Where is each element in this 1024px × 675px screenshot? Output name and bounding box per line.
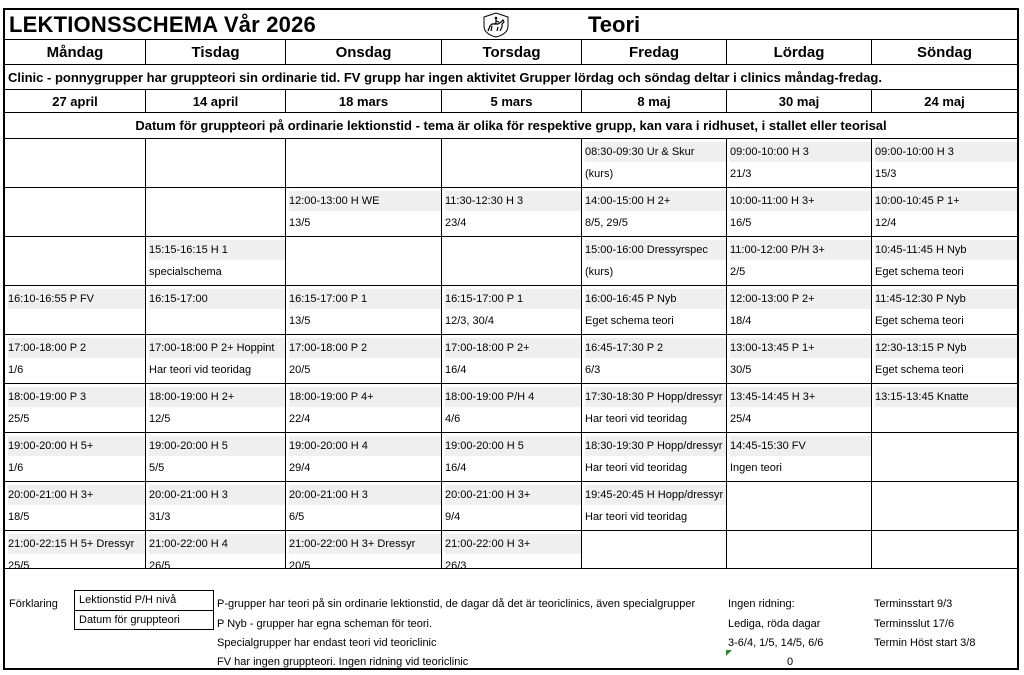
day-header-onsdag: Onsdag [285, 40, 441, 64]
lesson-slot [285, 433, 441, 482]
legend-section [3, 569, 1019, 670]
lesson-slot [5, 286, 145, 335]
lesson-slot [441, 482, 581, 531]
lesson-time-group: 18:00-19:00 P 4+ [289, 387, 441, 407]
day-header-torsdag: Torsdag [441, 40, 581, 64]
lesson-time-group: 16:45-17:30 P 2 [585, 338, 726, 358]
lesson-theory-date: 12/5 [149, 413, 171, 425]
lesson-theory-date: 20/5 [289, 364, 311, 376]
lesson-time-group: 19:00-20:00 H 5+ [8, 436, 145, 456]
lesson-slot [441, 286, 581, 335]
lesson-theory-date: Eget schema teori [875, 364, 964, 376]
no-riding-holidays: Lediga, röda dagar [728, 618, 821, 630]
schedule-grid [3, 139, 1019, 569]
lesson-time-group: 14:45-15:30 FV [730, 436, 871, 456]
lesson-time-group: 20:00-21:00 H 3+ [445, 485, 581, 505]
lesson-time-group: 21:00-22:00 H 4 [149, 534, 285, 554]
lesson-theory-date: Har teori vid teoridag [585, 511, 688, 523]
day-header-mandag: Måndag [46, 43, 104, 61]
lesson-time-group: 20:00-21:00 H 3 [149, 485, 285, 505]
lesson-time-group: 16:15-17:00 [149, 289, 285, 309]
lesson-theory-date: 18/5 [8, 511, 30, 523]
lesson-slot [5, 384, 145, 433]
lesson-time-group: 16:15-17:00 P 1 [445, 289, 581, 309]
page-title: LEKTIONSSCHEMA Vår 2026 [9, 12, 316, 37]
theory-date-tisdag: 14 april [145, 90, 285, 112]
lesson-theory-date: 5/5 [149, 462, 165, 474]
lesson-theory-date: 15/3 [875, 168, 897, 180]
empty-slot [285, 139, 441, 188]
theory-date-fredag: 8 maj [581, 90, 726, 112]
empty-slot [871, 433, 1017, 482]
no-riding-value: 0 [787, 656, 794, 668]
lesson-theory-date: Ingen teori [730, 462, 782, 474]
lesson-theory-date: 13/5 [289, 315, 311, 327]
lesson-slot [581, 188, 726, 237]
lesson-time-group: 15:00-16:00 Dressyrspec [585, 240, 726, 260]
day-column-onsdag [285, 139, 441, 569]
page-subtitle: Teori [588, 12, 641, 37]
lesson-theory-date: (kurs) [585, 168, 614, 180]
lesson-theory-date: Eget schema teori [875, 315, 964, 327]
theory-date-torsdag: 5 mars [441, 90, 581, 112]
lesson-time-group: 18:00-19:00 P 3 [8, 387, 145, 407]
theory-date-sondag: 24 maj [871, 90, 1017, 112]
lesson-time-group: 09:00-10:00 H 3 [730, 142, 871, 162]
lesson-theory-date: 13/5 [289, 217, 311, 229]
empty-slot [441, 237, 581, 286]
lesson-slot [871, 384, 1017, 433]
legend-note-4: FV har ingen gruppteori. Ingen ridning vid teoriclinic [217, 656, 469, 668]
no-riding-label: Ingen ridning: [728, 598, 795, 610]
legend-note-1: P-grupper har teori på sin ordinarie lektionstid, de dagar då det är teoriclinics, även specialgrupper [217, 598, 696, 610]
term-autumn-start: Termin Höst start 3/8 [874, 637, 976, 649]
lesson-slot [441, 384, 581, 433]
day-column-lordag [726, 139, 871, 569]
lesson-slot [441, 188, 581, 237]
lesson-theory-date: 16/4 [445, 364, 467, 376]
lesson-theory-date: 26/5 [149, 560, 171, 569]
comment-marker-icon [726, 650, 732, 656]
day-column-mandag [5, 139, 145, 569]
empty-slot [871, 482, 1017, 531]
lesson-slot [441, 335, 581, 384]
lesson-slot [285, 286, 441, 335]
lesson-time-group: 18:00-19:00 P/H 4 [445, 387, 581, 407]
lesson-time-group: 17:00-18:00 P 2+ Hoppint [149, 338, 285, 358]
lesson-time-group: 11:00-12:00 P/H 3+ [730, 240, 871, 260]
lesson-theory-date: 18/4 [730, 315, 752, 327]
lesson-time-group: 12:00-13:00 P 2+ [730, 289, 871, 309]
lesson-slot [441, 531, 581, 569]
lesson-time-group: 16:15-17:00 P 1 [289, 289, 441, 309]
lesson-slot [5, 433, 145, 482]
lesson-time-group: 19:00-20:00 H 4 [289, 436, 441, 456]
lesson-theory-date: Har teori vid teoridag [149, 364, 252, 376]
lesson-slot [871, 237, 1017, 286]
lesson-theory-date: 9/4 [445, 511, 461, 523]
lesson-theory-date: (kurs) [585, 266, 614, 278]
term-start: Terminsstart 9/3 [874, 598, 953, 610]
lesson-time-group: 19:45-20:45 H Hopp/dressyr [585, 485, 726, 505]
theory-date-lordag: 30 maj [726, 90, 871, 112]
empty-slot [145, 188, 285, 237]
lesson-theory-date: 20/5 [289, 560, 311, 569]
empty-slot [285, 237, 441, 286]
lesson-theory-date: Har teori vid teoridag [585, 413, 688, 425]
lesson-slot [581, 433, 726, 482]
lesson-theory-date: specialschema [149, 266, 222, 278]
lesson-slot [5, 531, 145, 569]
lesson-time-group: 17:30-18:30 P Hopp/dressyr [585, 387, 726, 407]
lesson-theory-date: 25/4 [730, 413, 752, 425]
lesson-time-group: 15:15-16:15 H 1 [149, 240, 285, 260]
lesson-time-group: 09:00-10:00 H 3 [875, 142, 1017, 162]
day-column-fredag [581, 139, 726, 569]
lesson-time-group: 20:00-21:00 H 3+ [8, 485, 145, 505]
theory-date-note: Datum för gruppteori på ordinarie lektionstid - tema är olika för respektive grupp, kan vara i ridhuset, i stallet eller teorisal [3, 113, 1019, 139]
empty-slot [5, 188, 145, 237]
legend-note-2: P Nyb - grupper har egna scheman för teori. [217, 618, 433, 630]
lesson-time-group: 18:00-19:00 H 2+ [149, 387, 285, 407]
lesson-slot [145, 335, 285, 384]
lesson-slot [581, 139, 726, 188]
lesson-slot [5, 482, 145, 531]
lesson-time-group: 21:00-22:00 H 3+ Dressyr [289, 534, 441, 554]
lesson-time-group: 16:00-16:45 P Nyb [585, 289, 726, 309]
weekday-header-row [3, 40, 1019, 65]
lesson-time-group: 14:00-15:00 H 2+ [585, 191, 726, 211]
legend-box [74, 590, 214, 630]
lesson-time-group: 12:30-13:15 P Nyb [875, 338, 1017, 358]
empty-slot [441, 139, 581, 188]
horse-rider-logo-icon [482, 12, 510, 38]
lesson-slot [285, 482, 441, 531]
lesson-slot [726, 384, 871, 433]
lesson-theory-date: 1/6 [8, 364, 24, 376]
lesson-theory-date: 26/3 [445, 560, 467, 569]
lesson-slot [581, 384, 726, 433]
day-column-tisdag [145, 139, 285, 569]
empty-slot [726, 531, 871, 569]
lesson-time-group: 13:00-13:45 P 1+ [730, 338, 871, 358]
legend-divider [75, 610, 213, 611]
lesson-slot [726, 335, 871, 384]
legend-note-3: Specialgrupper har endast teori vid teoriclinic [217, 637, 437, 649]
legend-box-line2: Datum för gruppteori [79, 614, 180, 626]
lesson-theory-date: 25/5 [8, 560, 30, 569]
lesson-theory-date: 22/4 [289, 413, 311, 425]
lesson-time-group: 13:15-13:45 Knatte [875, 387, 1017, 407]
lesson-slot [285, 335, 441, 384]
lesson-time-group: 12:00-13:00 H WE [289, 191, 441, 211]
lesson-theory-date: Eget schema teori [875, 266, 964, 278]
title-row [3, 8, 1019, 40]
lesson-time-group: 13:45-14:45 H 3+ [730, 387, 871, 407]
lesson-slot [581, 335, 726, 384]
lesson-theory-date: 6/5 [289, 511, 305, 523]
lesson-theory-date: 1/6 [8, 462, 24, 474]
no-riding-dates: 3-6/4, 1/5, 14/5, 6/6 [728, 637, 824, 649]
day-header-tisdag: Tisdag [145, 40, 285, 64]
lesson-slot [581, 482, 726, 531]
lesson-slot [285, 384, 441, 433]
lesson-theory-date: Eget schema teori [585, 315, 674, 327]
lesson-slot [726, 433, 871, 482]
lesson-theory-date: 23/4 [445, 217, 467, 229]
lesson-time-group: 17:00-18:00 P 2 [8, 338, 145, 358]
lesson-theory-date: 8/5, 29/5 [585, 217, 628, 229]
lesson-slot [285, 531, 441, 569]
lesson-slot [145, 384, 285, 433]
lesson-theory-date: 21/3 [730, 168, 752, 180]
lesson-theory-date: 25/5 [8, 413, 30, 425]
empty-slot [5, 237, 145, 286]
lesson-time-group: 18:30-19:30 P Hopp/dressyr [585, 436, 726, 456]
lesson-slot [871, 139, 1017, 188]
lesson-time-group: 19:00-20:00 H 5 [149, 436, 285, 456]
lesson-slot [285, 188, 441, 237]
day-column-torsdag [441, 139, 581, 569]
lesson-slot [581, 237, 726, 286]
lesson-theory-date: 12/3, 30/4 [445, 315, 494, 327]
lesson-time-group: 16:10-16:55 P FV [8, 289, 145, 309]
lesson-theory-date: 6/3 [585, 364, 601, 376]
lesson-slot [726, 286, 871, 335]
empty-slot [145, 139, 285, 188]
lesson-time-group: 17:00-18:00 P 2 [289, 338, 441, 358]
empty-slot [871, 531, 1017, 569]
lesson-slot [145, 482, 285, 531]
lesson-time-group: 10:45-11:45 H Nyb [875, 240, 1017, 260]
day-header-lordag: Lördag [726, 40, 871, 64]
lesson-theory-date: Har teori vid teoridag [585, 462, 688, 474]
lesson-theory-date: 16/5 [730, 217, 752, 229]
lesson-theory-date: 16/4 [445, 462, 467, 474]
lesson-theory-date: 30/5 [730, 364, 752, 376]
lesson-slot [726, 139, 871, 188]
lesson-theory-date: 12/4 [875, 217, 897, 229]
lesson-time-group: 21:00-22:00 H 3+ [445, 534, 581, 554]
lesson-slot [871, 188, 1017, 237]
day-header-sondag: Söndag [871, 40, 1017, 64]
lesson-slot [5, 335, 145, 384]
day-header-fredag: Fredag [581, 40, 726, 64]
legend-box-line1: Lektionstid P/H nivå [79, 594, 177, 606]
theory-date-onsdag: 18 mars [285, 90, 441, 112]
lesson-slot [581, 286, 726, 335]
theory-date-row [3, 89, 1019, 113]
lesson-slot [145, 286, 285, 335]
day-column-sondag [871, 139, 1017, 569]
lesson-theory-date: 29/4 [289, 462, 311, 474]
lesson-time-group: 20:00-21:00 H 3 [289, 485, 441, 505]
clinic-note: Clinic - ponnygrupper har gruppteori sin ordinarie tid. FV grupp har ingen aktivitet Grupper lördag och söndag deltar i clinics måndag-fredag. [3, 65, 1019, 89]
lesson-time-group: 10:00-11:00 H 3+ [730, 191, 871, 211]
term-end: Terminsslut 17/6 [874, 618, 955, 630]
lesson-theory-date: 31/3 [149, 511, 171, 523]
empty-slot [726, 482, 871, 531]
lesson-slot [145, 433, 285, 482]
theory-date-mandag: 27 april [52, 93, 98, 109]
lesson-slot [145, 237, 285, 286]
lesson-theory-date: 2/5 [730, 266, 746, 278]
lesson-time-group: 10:00-10:45 P 1+ [875, 191, 1017, 211]
lesson-slot [145, 531, 285, 569]
lesson-time-group: 21:00-22:15 H 5+ Dressyr [8, 534, 145, 554]
lesson-slot [871, 286, 1017, 335]
lesson-time-group: 17:00-18:00 P 2+ [445, 338, 581, 358]
lesson-time-group: 19:00-20:00 H 5 [445, 436, 581, 456]
lesson-slot [441, 433, 581, 482]
empty-slot [5, 139, 145, 188]
lesson-time-group: 08:30-09:30 Ur & Skur [585, 142, 726, 162]
lesson-time-group: 11:30-12:30 H 3 [445, 191, 581, 211]
lesson-slot [726, 237, 871, 286]
lesson-time-group: 11:45-12:30 P Nyb [875, 289, 1017, 309]
lesson-slot [871, 335, 1017, 384]
lesson-slot [726, 188, 871, 237]
lesson-theory-date: 4/6 [445, 413, 461, 425]
empty-slot [581, 531, 726, 569]
legend-label: Förklaring [9, 598, 58, 610]
